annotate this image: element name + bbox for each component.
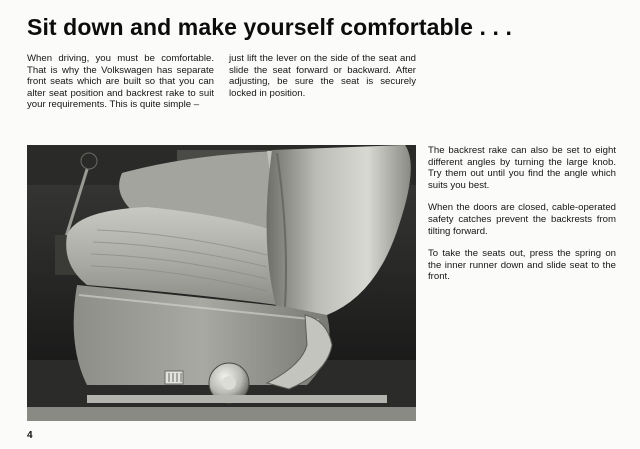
backrest-rake-paragraph: The backrest rake can also be set to eight different angles by turning the large knob. Try them out until you find the angle which suits you best.	[428, 145, 616, 191]
remove-seat-paragraph: To take the seats out, press the spring on the inner runner down and slide seat to the front.	[428, 248, 616, 283]
intro-text-column-2: just lift the lever on the side of the seat and slide the seat forward or backward. After adjusting, be sure the seat is securely locked in position.	[229, 53, 416, 99]
side-text-column	[428, 145, 616, 294]
intro-text-column-1: When driving, you must be comfortable. That is why the Volkswagen has separate front seats which are built so that you can alter seat position and backrest rake to suit your requirements. This is quite simple –	[27, 53, 214, 111]
page-title: Sit down and make yourself comfortable . . .	[27, 14, 512, 40]
page-number: 4	[27, 430, 33, 441]
safety-catch-paragraph: When the doors are closed, cable-operated safety catches prevent the backrests from tilting forward.	[428, 202, 616, 237]
seat-photo	[27, 145, 416, 421]
